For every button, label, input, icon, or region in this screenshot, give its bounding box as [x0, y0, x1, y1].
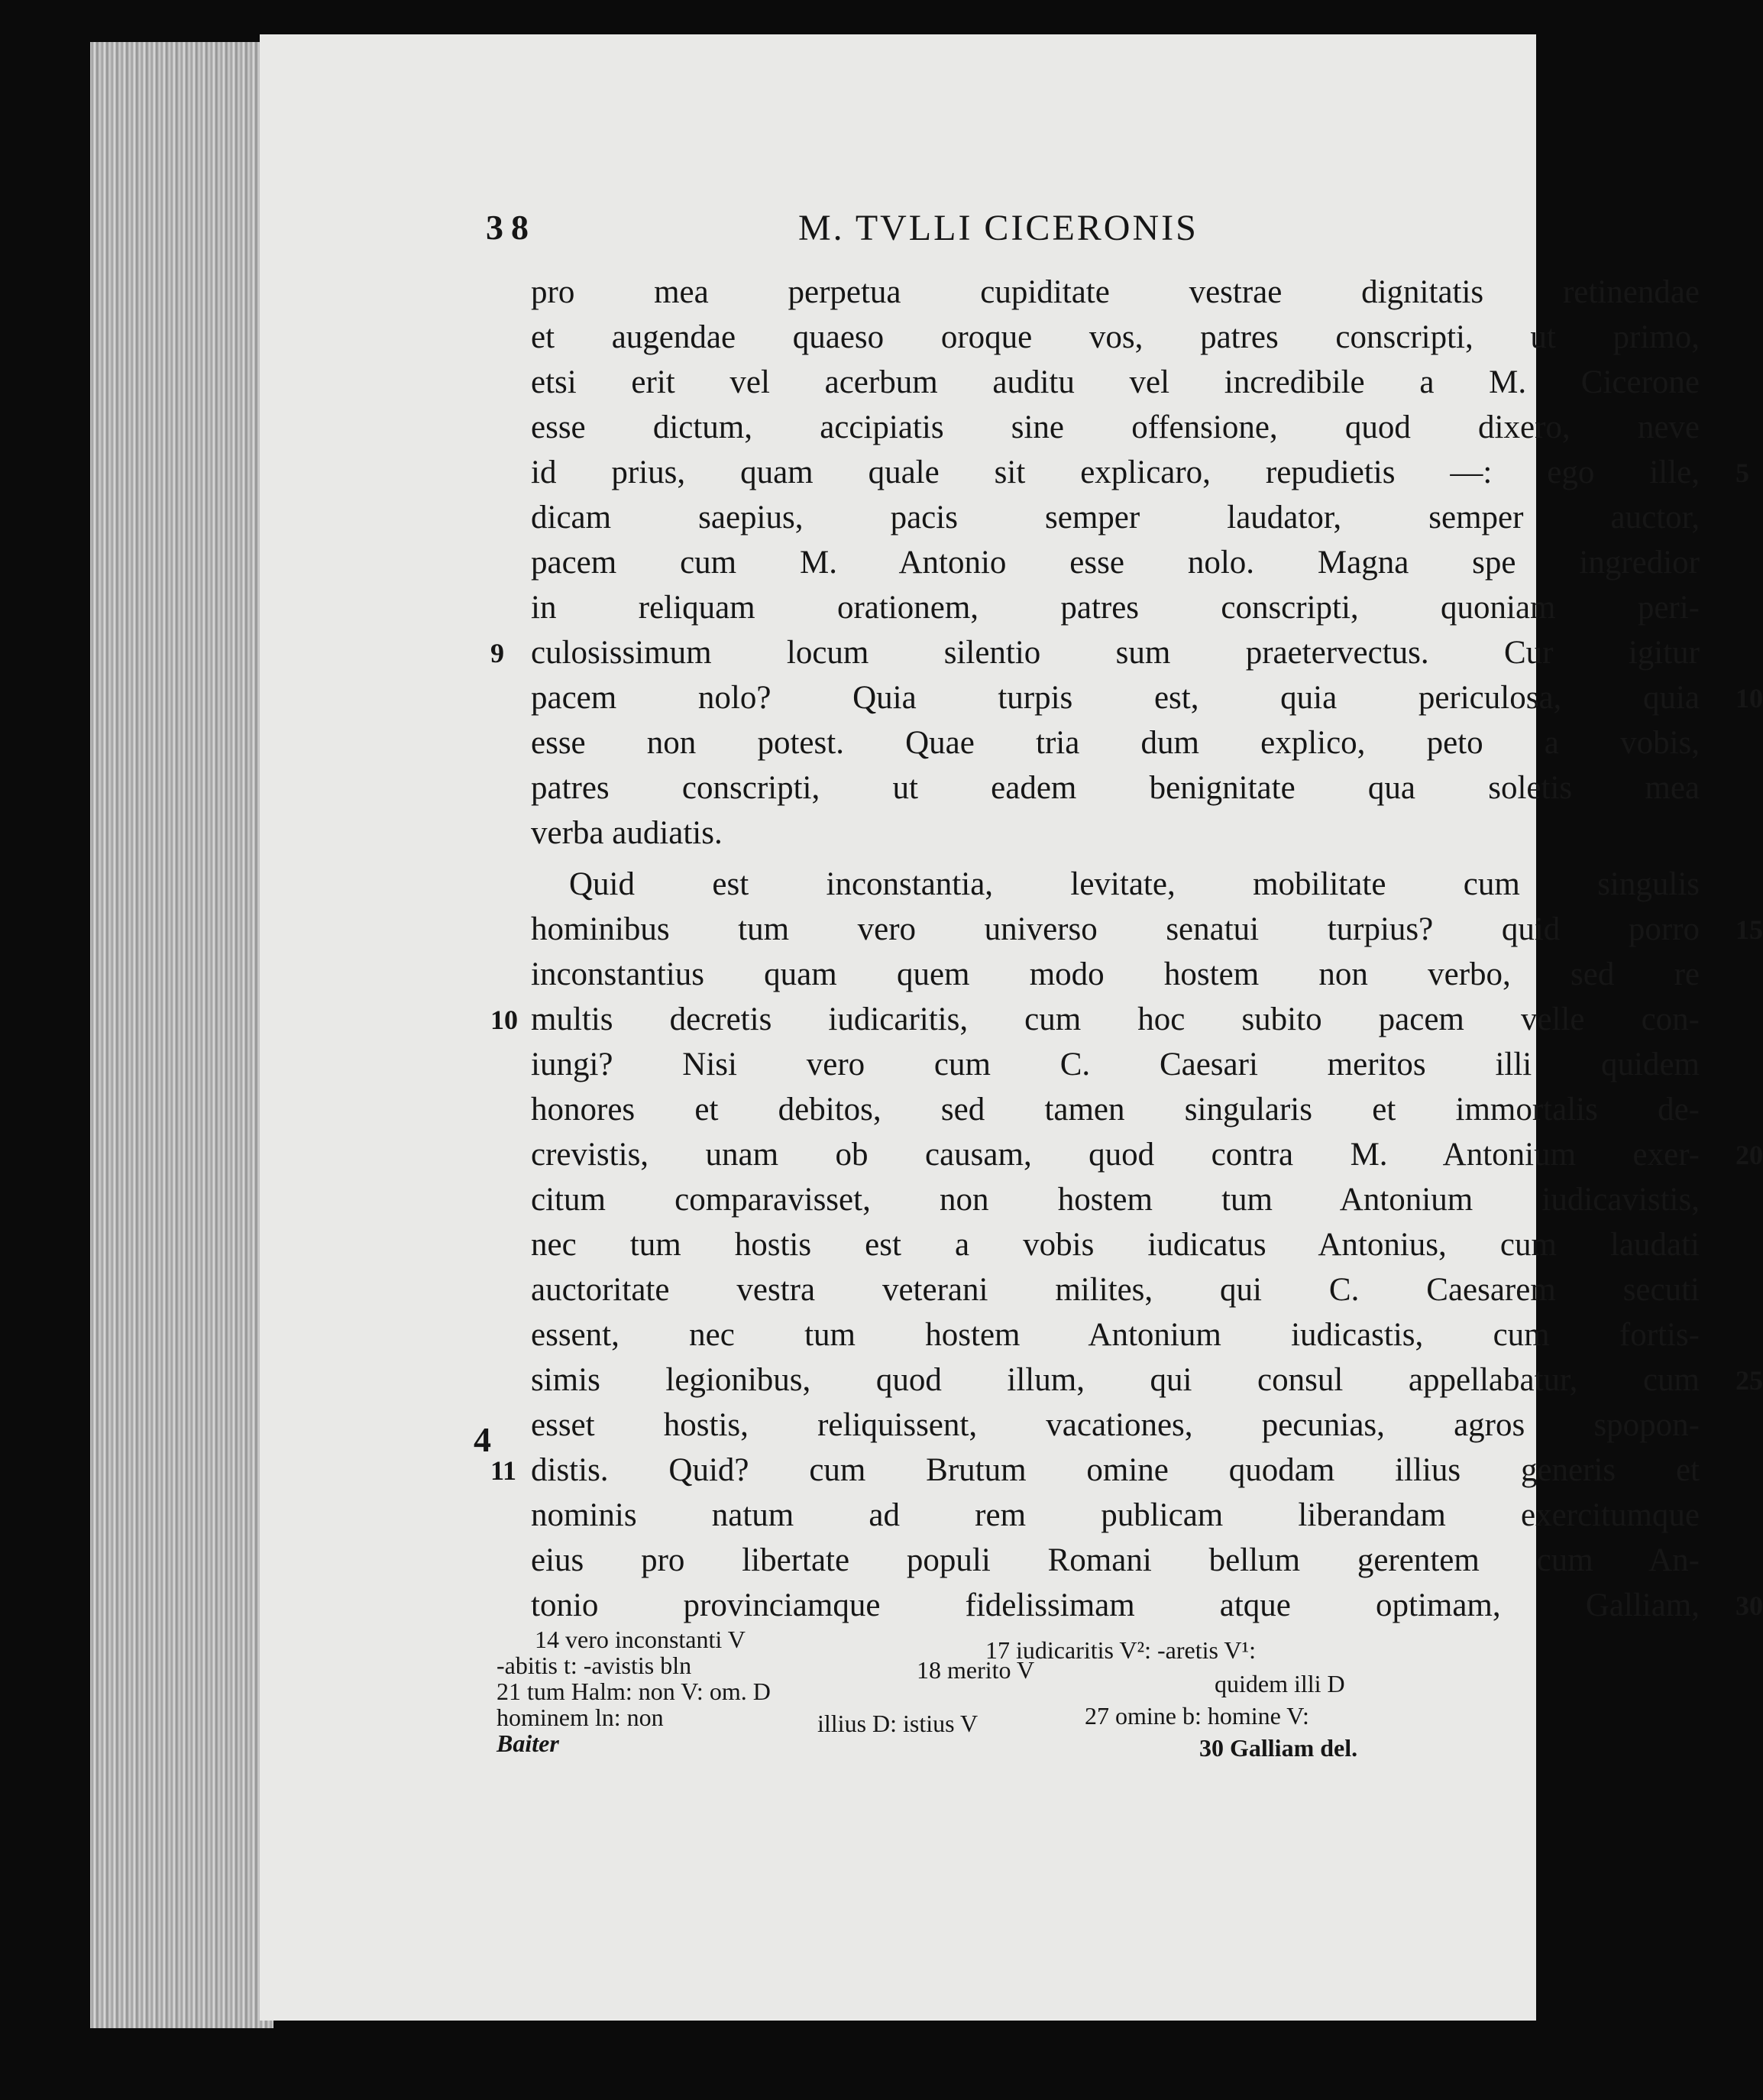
book-page [260, 34, 1763, 2021]
text-line: dicam saepius, pacis semper laudator, semper auctor, [531, 500, 1700, 536]
text-line: esse dictum, accipiatis sine offensione, quod dixero, neve [531, 409, 1700, 445]
text-line: tonio provinciamque fidelissimam atque optimam, Galliam, [531, 1587, 1700, 1623]
book-page-edges [90, 42, 273, 2028]
text-line: esset hostis, reliquissent, vacationes, pecunias, agros spopon- [531, 1407, 1700, 1443]
paragraph-number-left: 10 [490, 1005, 518, 1035]
text-line: eius pro libertate populi Romani bellum gerentem cum An- [531, 1542, 1700, 1578]
footnote-line: 30 Galliam del. [1199, 1734, 1358, 1762]
text-line: etsi erit vel acerbum auditu vel incredibile a M. Cicerone [531, 364, 1700, 400]
text-line: hominibus tum vero universo senatui turpius? quid porro [531, 911, 1700, 947]
line-number-right: 30 [1736, 1590, 1763, 1621]
footnote-line: -abitis t: -avistis bln [497, 1652, 692, 1679]
page-number: 38 [486, 208, 536, 247]
text-line: Quid est inconstantia, levitate, mobilitate cum singulis [569, 866, 1700, 902]
text-line: verba audiatis. [531, 815, 723, 851]
text-line: nominis natum ad rem publicam liberandam exercitumque [531, 1497, 1700, 1533]
text-line: pro mea perpetua cupiditate vestrae dignitatis retinendae [531, 274, 1700, 310]
line-number-right: 20 [1736, 1140, 1763, 1170]
text-line: esse non potest. Quae tria dum explico, peto a vobis, [531, 725, 1700, 761]
line-number-right: 15 [1736, 914, 1763, 945]
footnote-line: 18 merito V [917, 1656, 1035, 1684]
footnote-line: 21 tum Halm: non V: om. D [497, 1678, 771, 1705]
footnote-line: quidem illi D [1215, 1670, 1345, 1697]
section-number-left: 4 [474, 1420, 491, 1459]
running-title: M. TVLLI CICERONIS [798, 208, 1199, 248]
footnote-line: illius D: istius V [817, 1710, 979, 1737]
line-number-right: 10 [1736, 683, 1763, 713]
text-line: distis. Quid? cum Brutum omine quodam illius generis et [531, 1452, 1700, 1488]
page-header [260, 204, 1536, 257]
text-line: honores et debitos, sed tamen singularis et immortalis de- [531, 1092, 1700, 1128]
paragraph-number-left: 9 [490, 638, 504, 668]
footnote-line: 17 iudicaritis V²: -aretis V¹: [985, 1636, 1256, 1664]
text-line: simis legionibus, quod illum, qui consul appellabatur, cum [531, 1362, 1700, 1398]
paragraph-number-left: 11 [490, 1455, 517, 1486]
text-line: auctoritate vestra veterani milites, qui C. Caesarem secuti [531, 1272, 1700, 1308]
line-number-right: 5 [1736, 458, 1749, 488]
text-line: in reliquam orationem, patres conscripti, quoniam peri- [531, 590, 1700, 626]
text-line: multis decretis iudicaritis, cum hoc subito pacem velle con- [531, 1001, 1700, 1037]
footnote-line: Baiter [497, 1730, 559, 1757]
footnote-line: 27 omine b: homine V: [1085, 1702, 1309, 1730]
text-line: patres conscripti, ut eadem benignitate qua soletis mea [531, 770, 1700, 806]
text-line: iungi? Nisi vero cum C. Caesari meritos illi quidem [531, 1047, 1700, 1082]
text-line: culosissimum locum silentio sum praetervectus. Cur igitur [531, 635, 1700, 671]
text-line: id prius, quam quale sit explicaro, repudietis —: ego ille, [531, 455, 1700, 490]
text-line: crevistis, unam ob causam, quod contra M. Antonium exer- [531, 1137, 1700, 1173]
footnote-line: 14 vero inconstanti V [535, 1626, 746, 1653]
text-line: pacem cum M. Antonio esse nolo. Magna spe ingredior [531, 545, 1700, 581]
text-line: essent, nec tum hostem Antonium iudicastis, cum fortis- [531, 1317, 1700, 1353]
text-line: citum comparavisset, non hostem tum Antonium iudicavistis, [531, 1182, 1700, 1218]
footnote-line: hominem ln: non [497, 1704, 664, 1731]
text-line: et augendae quaeso oroque vos, patres conscripti, ut primo, [531, 319, 1700, 355]
text-line: nec tum hostis est a vobis iudicatus Antonius, cum laudati [531, 1227, 1700, 1263]
text-line: pacem nolo? Quia turpis est, quia periculosa, quia [531, 680, 1700, 716]
text-line: inconstantius quam quem modo hostem non verbo, sed re [531, 956, 1700, 992]
line-number-right: 25 [1736, 1365, 1763, 1396]
